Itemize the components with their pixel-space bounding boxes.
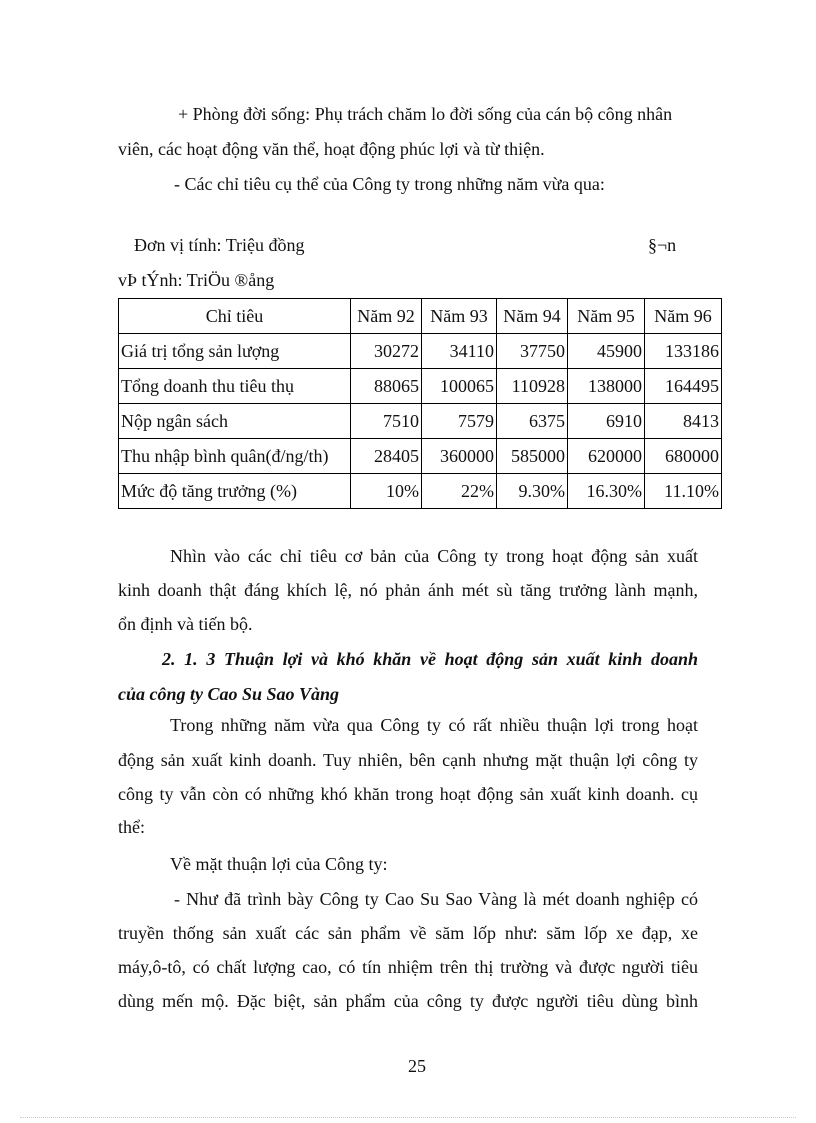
paragraph-line: thể: bbox=[118, 817, 145, 837]
paragraph-line: Về mặt thuận lợi của Công ty: bbox=[170, 854, 388, 874]
header-cell: Chỉ tiêu bbox=[119, 299, 351, 334]
section-heading: 2. 1. 3 Thuận lợi và khó khăn về hoạt động sản xuất kinh doanh bbox=[162, 649, 698, 669]
paragraph-line: động sản xuất kinh doanh. Tuy nhiên, bên cạnh nhưng mặt thuận lợi công ty bbox=[118, 750, 698, 770]
table-row bbox=[119, 404, 722, 439]
paragraph-line: máy,ô-tô, có chất lượng cao, có tín nhiệm trên thị trường và được người tiêu bbox=[118, 957, 698, 977]
garbled-text-right: §¬n bbox=[648, 235, 677, 255]
indicators-table bbox=[118, 298, 722, 509]
table-cell: 6910 bbox=[568, 404, 645, 439]
table-header-row bbox=[119, 299, 722, 334]
table-cell: 6375 bbox=[497, 404, 568, 439]
paragraph-line: - Các chỉ tiêu cụ thể của Công ty trong những năm vừa qua: bbox=[174, 174, 605, 194]
table-cell: 8413 bbox=[645, 404, 722, 439]
table-row bbox=[119, 369, 722, 404]
table-cell: 11.10% bbox=[645, 474, 722, 509]
table-cell: 7510 bbox=[351, 404, 422, 439]
table-cell: 133186 bbox=[645, 334, 722, 369]
table-cell: 620000 bbox=[568, 439, 645, 474]
table-cell: 100065 bbox=[422, 369, 497, 404]
table-cell: 28405 bbox=[351, 439, 422, 474]
table-cell: 30272 bbox=[351, 334, 422, 369]
paragraph-line: truyền thống sản xuất các sản phẩm về săm lốp như: săm lốp xe đạp, xe bbox=[118, 923, 698, 943]
table-cell: 22% bbox=[422, 474, 497, 509]
row-label: Tổng doanh thu tiêu thụ bbox=[119, 369, 351, 404]
table-cell: 164495 bbox=[645, 369, 722, 404]
table-cell: 7579 bbox=[422, 404, 497, 439]
row-label: Giá trị tổng sản lượng bbox=[119, 334, 351, 369]
table-cell: 16.30% bbox=[568, 474, 645, 509]
paragraph-line: Trong những năm vừa qua Công ty có rất nhiều thuận lợi trong hoạt bbox=[170, 715, 698, 735]
table-cell: 110928 bbox=[497, 369, 568, 404]
paragraph-line: viên, các hoạt động văn thể, hoạt động phúc lợi và từ thiện. bbox=[118, 139, 545, 159]
table-row bbox=[119, 334, 722, 369]
header-cell: Năm 93 bbox=[422, 299, 497, 334]
table-cell: 138000 bbox=[568, 369, 645, 404]
row-label: Thu nhập bình quân(đ/ng/th) bbox=[119, 439, 351, 474]
header-cell: Năm 95 bbox=[568, 299, 645, 334]
paragraph-line: ổn định và tiến bộ. bbox=[118, 614, 253, 634]
table-cell: 360000 bbox=[422, 439, 497, 474]
table-cell: 585000 bbox=[497, 439, 568, 474]
paragraph-line: công ty vẫn còn có những khó khăn trong hoạt động sản xuất kinh doanh. cụ bbox=[118, 784, 698, 804]
header-cell: Năm 92 bbox=[351, 299, 422, 334]
table-cell: 37750 bbox=[497, 334, 568, 369]
paragraph-line: dùng mến mộ. Đặc biệt, sản phẩm của công ty được người tiêu dùng bình bbox=[118, 991, 698, 1011]
header-cell: Năm 94 bbox=[497, 299, 568, 334]
table-cell: 88065 bbox=[351, 369, 422, 404]
bottom-divider bbox=[20, 1117, 796, 1118]
table-cell: 45900 bbox=[568, 334, 645, 369]
table-cell: 34110 bbox=[422, 334, 497, 369]
table-cell: 10% bbox=[351, 474, 422, 509]
row-label: Nộp ngân sách bbox=[119, 404, 351, 439]
table-row bbox=[119, 439, 722, 474]
table-cell: 680000 bbox=[645, 439, 722, 474]
paragraph-line: - Như đã trình bày Công ty Cao Su Sao Vàng là mét doanh nghiệp có bbox=[174, 889, 698, 909]
section-heading: của công ty Cao Su Sao Vàng bbox=[118, 684, 340, 704]
paragraph-line: + Phòng đời sống: Phụ trách chăm lo đời sống của cán bộ công nhân bbox=[178, 104, 673, 124]
page-number: 25 bbox=[408, 1056, 426, 1076]
garbled-unit-line: vÞ tÝnh: TriÖu ®ång bbox=[118, 270, 275, 290]
row-label: Mức độ tăng trưởng (%) bbox=[119, 474, 351, 509]
paragraph-line: kinh doanh thật đáng khích lệ, nó phản ánh mét sù tăng trưởng lành mạnh, bbox=[118, 580, 698, 600]
header-cell: Năm 96 bbox=[645, 299, 722, 334]
table-cell: 9.30% bbox=[497, 474, 568, 509]
unit-label: Đơn vị tính: Triệu đồng bbox=[134, 235, 305, 255]
paragraph-line: Nhìn vào các chỉ tiêu cơ bản của Công ty trong hoạt động sản xuất bbox=[170, 546, 698, 566]
table-row bbox=[119, 474, 722, 509]
